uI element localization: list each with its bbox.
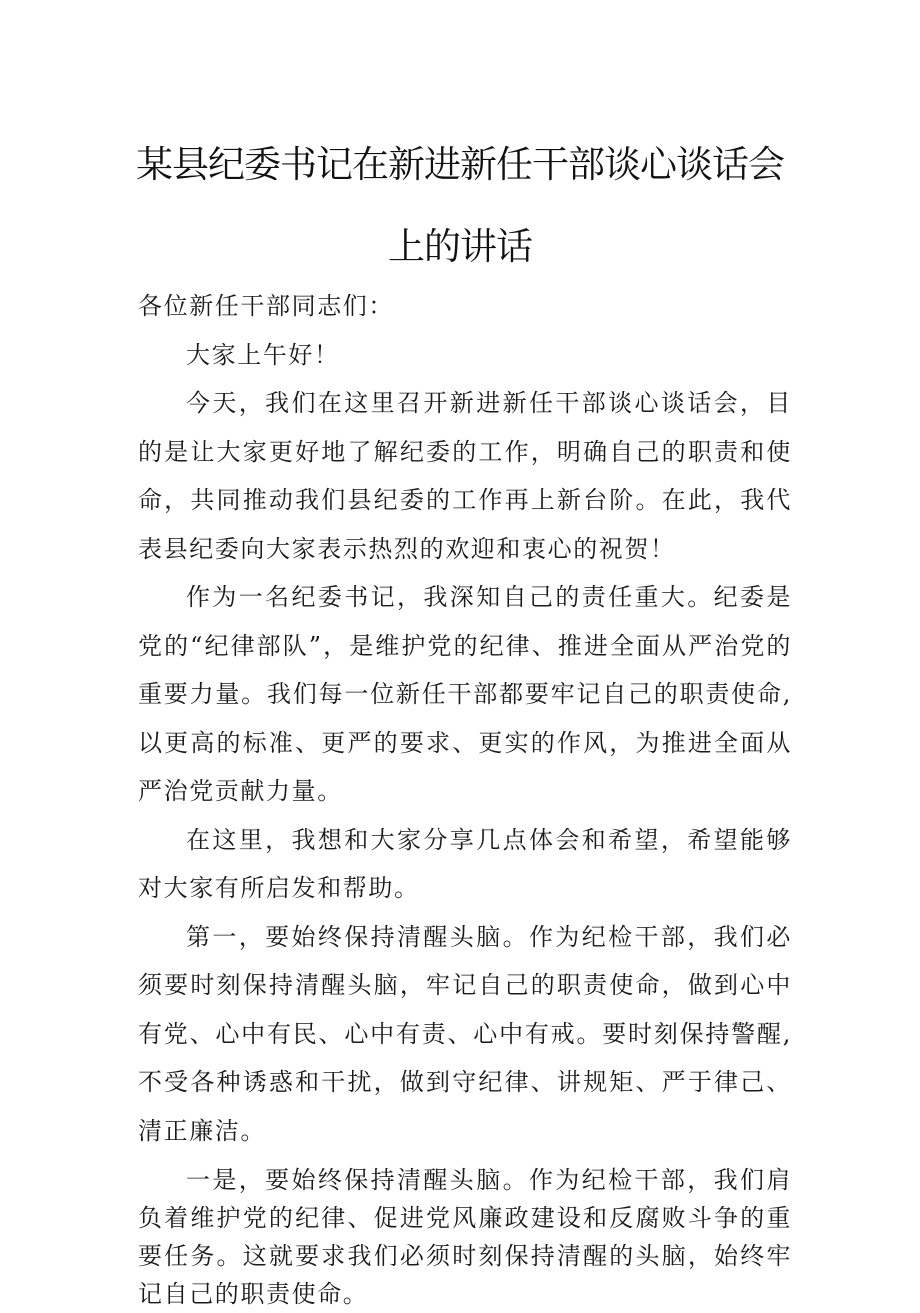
paragraph: 在这里，我想和大家分享几点体会和希望，希望能够对大家有所启发和帮助。 bbox=[138, 825, 792, 902]
document-title-line-2: 上的讲话 bbox=[388, 225, 532, 268]
greeting: 大家上午好！ bbox=[186, 340, 340, 369]
salutation: 各位新任干部同志们： bbox=[138, 292, 394, 320]
paragraph: 第一，要始终保持清醒头脑。作为纪检干部，我们必须要时刻保持清醒头脑，牢记自己的职责使命，做到心中有党、心中有民、心中有责、心中有戒。要时刻保持警醒,不受各种诱惑和干扰，做到守纪律、讲规矩、严于律己、清正廉洁。 bbox=[138, 922, 792, 1145]
document-title-line-1: 某县纪委书记在新进新任干部谈心谈话会 bbox=[136, 143, 784, 186]
paragraph: 今天，我们在这里召开新进新任干部谈心谈话会，目的是让大家更好地了解纪委的工作，明确自己的职责和使命，共同推动我们县纪委的工作再上新台阶。在此，我代表县纪委向大家表示热烈的欢迎和衷心的祝贺！ bbox=[138, 389, 792, 563]
paragraph: 一是，要始终保持清醒头脑。作为纪检干部，我们肩负着维护党的纪律、促进党风廉政建设和反腐败斗争的重要任务。这就要求我们必须时刻保持清醒的头脑，始终牢记自己的职责使命。 bbox=[138, 1166, 792, 1308]
paragraph: 作为一名纪委书记，我深知自己的责任重大。纪委是党的“纪律部队”，是维护党的纪律、推进全面从严治党的重要力量。我们每一位新任干部都要牢记自己的职责使命,以更高的标准、更严的要求、更实的作风，为推进全面从严治党贡献力量。 bbox=[138, 583, 792, 805]
document-body bbox=[138, 282, 792, 1313]
